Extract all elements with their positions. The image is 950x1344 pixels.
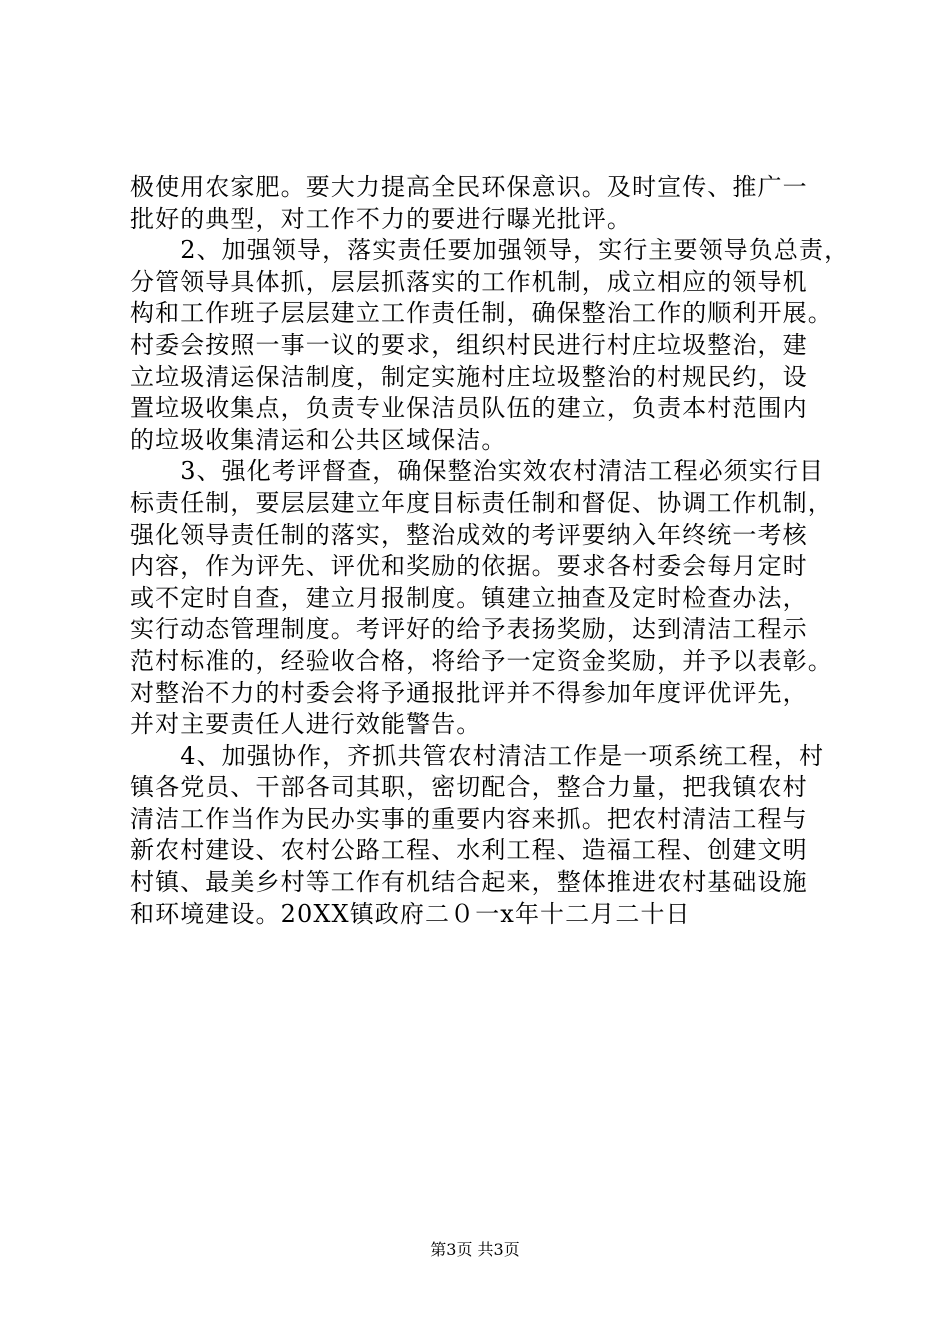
text-line: 村委会按照一事一议的要求，组织村民进行村庄垃圾整治，建 (130, 330, 808, 359)
text-line: 对整治不力的村委会将予通报批评并不得参加年度评优评先， (130, 678, 808, 707)
text-line: 内容，作为评先、评优和奖励的依据。要求各村委会每月定时 (130, 552, 808, 581)
text-line: 极使用农家肥。要大力提高全民环保意识。及时宣传、推广一 (130, 173, 808, 201)
text-line: 和环境建设。20XX镇政府二０一x年十二月二十日 (130, 899, 691, 928)
text-line: 的垃圾收集清运和公共区域保洁。 (130, 425, 507, 454)
text-line: 批好的典型，对工作不力的要进行曝光批评。 (130, 204, 632, 233)
text-line: 清洁工作当作为民办实事的重要内容来抓。把农村清洁工程与 (130, 804, 808, 833)
page-footer: 第3页 共3页 (430, 1240, 520, 1259)
text-line: 构和工作班子层层建立工作责任制，确保整治工作的顺利开展。 (130, 299, 833, 328)
text-line: 标责任制，要层层建立年度目标责任制和督促、协调工作机制， (130, 488, 833, 517)
text-line: 村镇、最美乡村等工作有机结合起来，整体推进农村基础设施 (130, 868, 808, 897)
text-line: 分管领导具体抓，层层抓落实的工作机制，成立相应的领导机 (130, 267, 808, 296)
document-body (130, 172, 860, 930)
text-line: 镇各党员、干部各司其职，密切配合，整合力量，把我镇农村 (130, 773, 808, 802)
text-line: 3、强化考评督查，确保整治实效农村清洁工程必须实行目 (130, 457, 825, 486)
text-line: 范村标准的，经验收合格，将给予一定资金奖励，并予以表彰。 (130, 646, 833, 675)
text-line: 并对主要责任人进行效能警告。 (130, 710, 482, 739)
text-line: 4、加强协作，齐抓共管农村清洁工作是一项系统工程，村 (130, 741, 825, 770)
text-line: 立垃圾清运保洁制度，制定实施村庄垃圾整治的村规民约，设 (130, 362, 808, 391)
text-line: 或不定时自查，建立月报制度。镇建立抽查及定时检查办法， (130, 583, 808, 612)
text-line: 新农村建设、农村公路工程、水利工程、造福工程、创建文明 (130, 836, 808, 865)
text-line: 置垃圾收集点，负责专业保洁员队伍的建立，负责本村范围内 (130, 394, 808, 423)
text-line: 实行动态管理制度。考评好的给予表扬奖励，达到清洁工程示 (130, 615, 808, 644)
text-line: 2、加强领导，落实责任要加强领导，实行主要领导负总责， (130, 236, 850, 265)
text-line: 强化领导责任制的落实，整治成效的考评要纳入年终统一考核 (130, 520, 808, 549)
